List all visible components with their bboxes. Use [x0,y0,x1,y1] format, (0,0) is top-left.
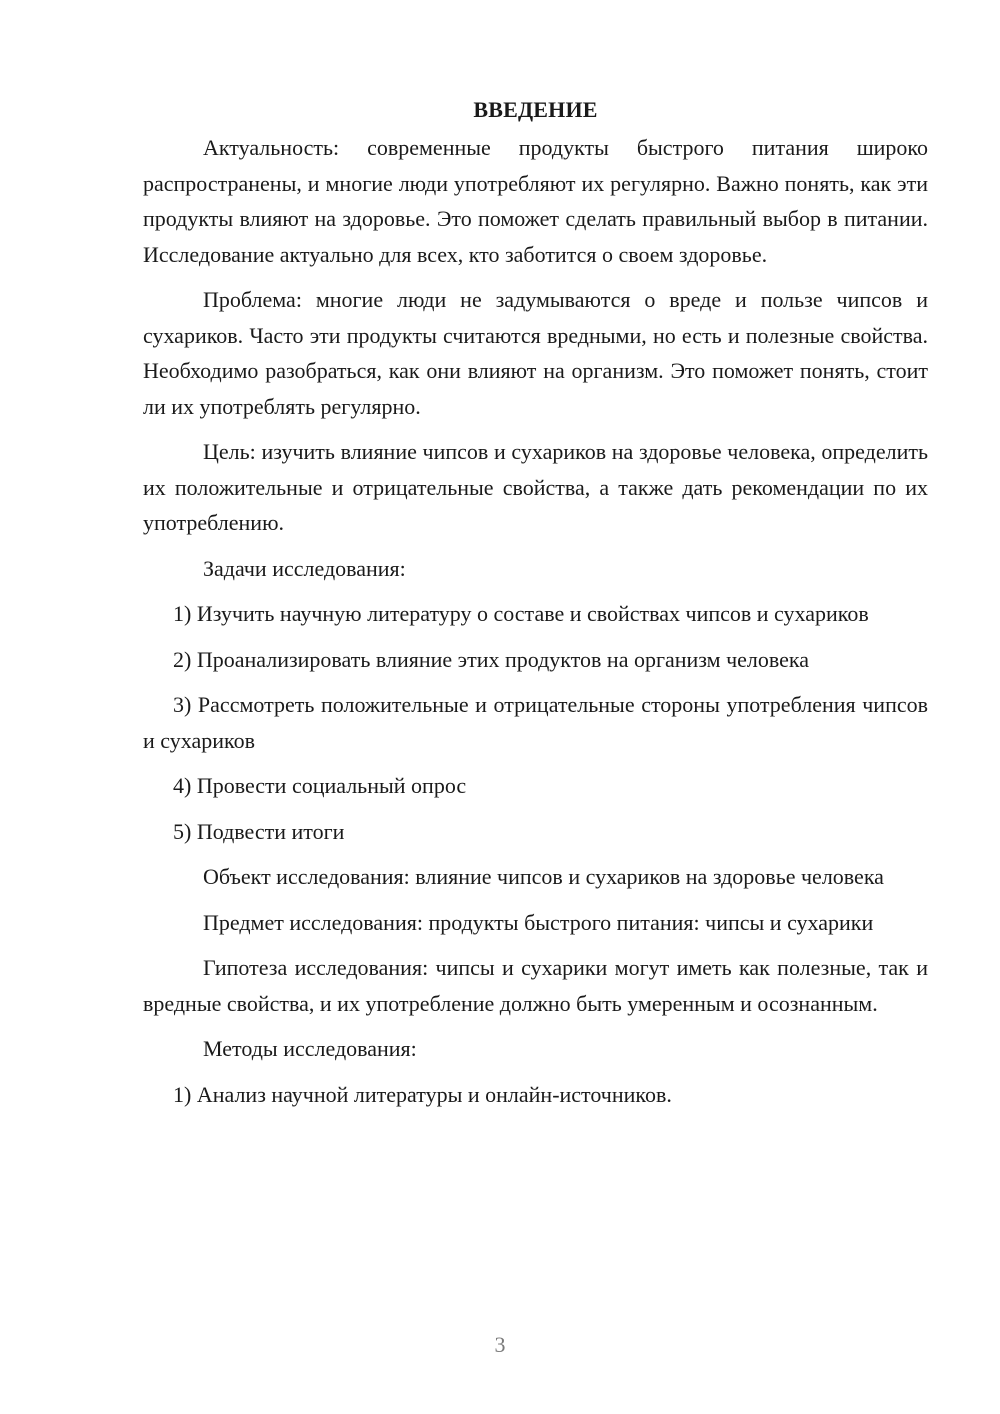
section-title: ВВЕДЕНИЕ [473,97,598,122]
method-item-1: 1) Анализ научной литературы и онлайн-источников. [173,1081,672,1107]
task-item-1: 1) Изучить научную литературу о составе и свойствах чипсов и сухариков [173,601,869,626]
page-number: 3 [494,1332,506,1357]
tasks-heading: Задачи исследования: [203,555,406,581]
task-item-4: 4) Провести социальный опрос [173,773,467,798]
task-item-2: 2) Проанализировать влияние этих продуктов на организм человека [173,646,810,672]
paragraph-relevance: Актуальность: современные продукты быстрого питания широко распространены, и многие люди употребляют их регулярно. Важно понять, как эти продукты влияют на здоровье. Это поможет сделать правильный выбор в питании. Исследование актуально для всех, кто заботится о своем здоровье. [143,135,928,267]
document-page [143,92,928,1122]
task-item-5: 5) Подвести итоги [173,818,345,844]
paragraph-problem: Проблема: многие люди не задумываются о вреде и пользе чипсов и сухариков. Часто эти продукты считаются вредными, но есть и полезные свойства. Необходимо разобраться, как они влияют на организм. Это поможет понять, стоит ли их употреблять регулярно. [143,287,928,419]
methods-heading: Методы исследования: [203,1036,417,1061]
paragraph-hypothesis: Гипотеза исследования: чипсы и сухарики могут иметь как полезные, так и вредные свойства, и их употребление должно быть умеренным и осознанным. [143,955,928,1016]
paragraph-subject: Предмет исследования: продукты быстрого питания: чипсы и сухарики [203,909,874,935]
paragraph-object: Объект исследования: влияние чипсов и сухариков на здоровье человека [203,864,884,889]
task-item-3: 3) Рассмотреть положительные и отрицательные стороны употребления чипсов и сухариков [143,692,928,753]
paragraph-goal: Цель: изучить влияние чипсов и сухариков на здоровье человека, определить их положительные и отрицательные свойства, а также дать рекомендации по их употреблению. [143,439,928,535]
